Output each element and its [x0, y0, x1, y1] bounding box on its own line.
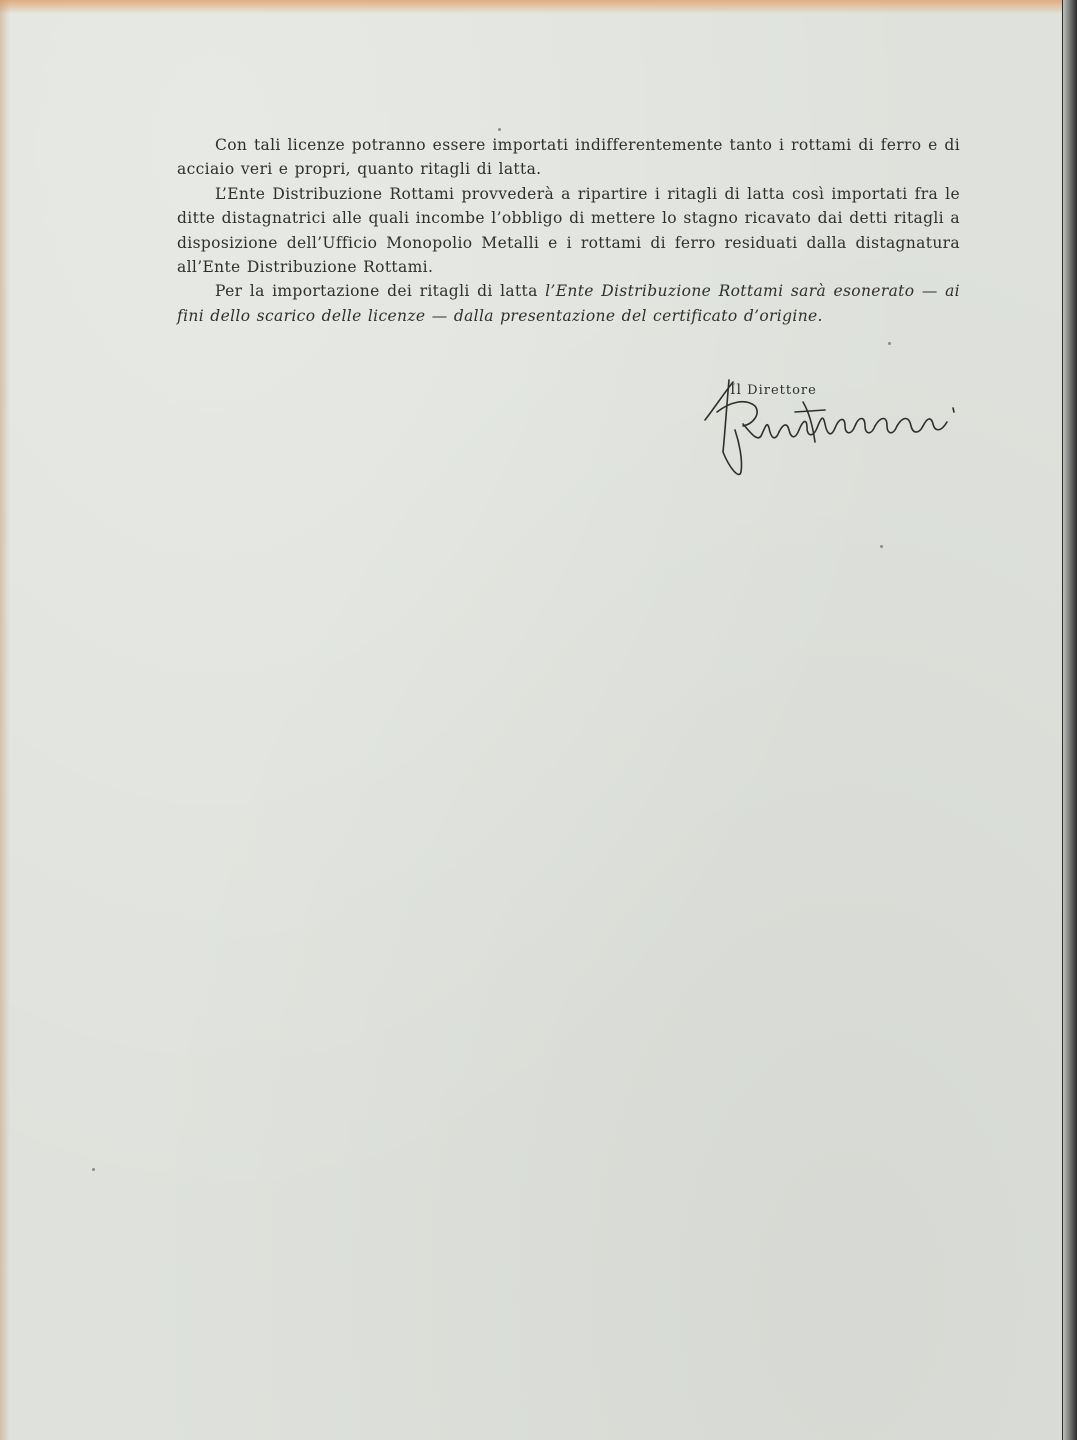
- paper-speck: [498, 128, 501, 131]
- paragraph-importation-italic: l’Ente Distribuzione Rottami sarà esonerato — ai fini dello scarico delle licenze — dalla presentazione del certificato d’origine.: [177, 282, 960, 325]
- body-text: [177, 133, 960, 328]
- signature-block: [695, 372, 975, 492]
- paragraph-importation: [177, 279, 960, 328]
- paragraph-distribution: L’Ente Distribuzione Rottami provvederà a ripartire i ritagli di latta così importati fra le ditte distagnatrici alle quali incombe l’obbligo di mettere lo stagno ricavato dai detti ritagli a disposizione dell’Ufficio Monopolio Metalli e i rottami di ferro residuati dalla distagnatura all’Ente Distribuzione Rottami.: [177, 184, 960, 277]
- page-edge-right: [1063, 0, 1077, 1440]
- signature-title-first: Il: [730, 382, 743, 398]
- paragraph-licenses: Con tali licenze potranno essere importati indifferentemente tanto i rottami di ferro e di acciaio veri e propri, quanto ritagli di latta.: [177, 136, 960, 179]
- paper-speck: [92, 1168, 95, 1171]
- paper-speck: [880, 545, 883, 548]
- handwritten-signature: [695, 372, 975, 492]
- signature-title-rest: Direttore: [747, 383, 817, 398]
- paper-speck: [888, 342, 891, 345]
- page-edge-left: [0, 0, 10, 1440]
- page-edge-top: [0, 0, 1062, 14]
- paragraph-importation-normal: Per la importazione dei ritagli di latta: [215, 282, 546, 301]
